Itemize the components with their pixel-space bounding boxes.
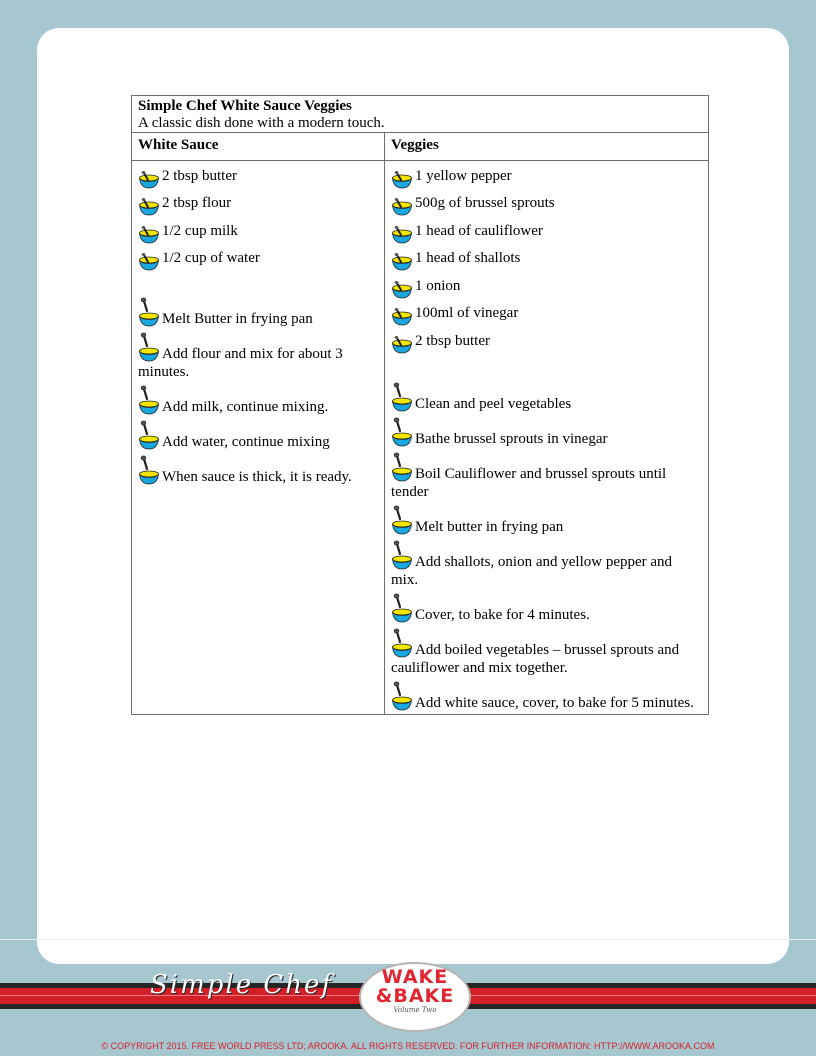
white-sauce-steps [138,297,378,486]
white-sauce-step-text: Melt Butter in frying pan [162,311,313,327]
white-sauce-column [132,161,385,715]
veggies-ingredient-text: 1 onion [415,277,461,294]
mixing-bowl-spoon-icon [391,417,413,447]
white-sauce-step-text: Add milk, continue mixing. [162,399,329,415]
recipe-subtitle: A classic dish done with a modern touch. [138,115,385,131]
veggies-step-text: Add boiled vegetables – brussel sprouts and cauliflower and mix together. [391,641,680,676]
veggies-step-item [391,452,702,501]
brand-logo: Simple Chef [150,970,334,1000]
white-sauce-heading: White Sauce [132,133,385,161]
veggies-ingredient-item [391,161,702,189]
wake-bake-badge [359,962,471,1032]
white-sauce-ingredient-item [138,161,378,189]
veggies-heading: Veggies [385,133,709,161]
mixing-bowl-icon [138,195,160,216]
white-sauce-step-item [138,455,378,486]
mixing-bowl-icon [138,168,160,189]
white-sauce-step-item [138,420,378,451]
veggies-ingredient-text: 1 yellow pepper [415,167,512,184]
veggies-step-text: Boil Cauliflower and brussel sprouts until tender [391,465,667,500]
badge-line2: &BAKE [375,985,455,1007]
mixing-bowl-spoon-icon [391,540,413,570]
veggies-step-text: Bathe brussel sprouts in vinegar [415,430,608,447]
mixing-bowl-spoon-icon [391,628,413,658]
mixing-bowl-icon [391,305,413,326]
veggies-ingredient-item [391,326,702,354]
veggies-ingredient-text: 100ml of vinegar [415,305,519,321]
veggies-step-item [391,382,702,413]
mixing-bowl-spoon-icon [138,455,160,485]
recipe-header [132,96,709,133]
white-sauce-ingredient-text: 1/2 cup of water [162,250,260,266]
white-sauce-ingredient-text: 2 tbsp butter [162,167,237,184]
veggies-step-item [391,593,702,624]
badge-line3: Volume Two [393,1006,437,1014]
mixing-bowl-spoon-icon [391,382,413,412]
veggies-step-item [391,505,702,536]
veggies-step-item [391,628,702,677]
mixing-bowl-icon [391,278,413,299]
white-sauce-step-item [138,332,378,381]
mixing-bowl-icon [138,223,160,244]
mixing-bowl-spoon-icon [391,593,413,623]
badge-line1: WAKE [381,966,449,988]
veggies-ingredient-text: 1 head of shallots [415,250,521,266]
white-sauce-step-text: When sauce is thick, it is ready. [162,469,352,485]
veggies-step-item [391,540,702,589]
mixing-bowl-spoon-icon [138,385,160,415]
veggies-ingredient-item [391,299,702,327]
veggies-step-item [391,417,702,448]
mixing-bowl-spoon-icon [138,297,160,327]
mixing-bowl-icon [391,223,413,244]
veggies-step-item [391,681,702,712]
white-sauce-ingredient-item [138,244,378,272]
white-sauce-ingredient-item [138,189,378,217]
veggies-step-text: Melt butter in frying pan [415,518,564,535]
veggies-column [385,161,709,715]
copyright-notice: © COPYRIGHT 2015. FREE WORLD PRESS LTD; AROOKA. ALL RIGHTS RESERVED. FOR FURTHER INFORMATION: HTTP://WWW.AROOKA.COM [101,1041,715,1051]
mixing-bowl-icon [391,250,413,271]
veggies-ingredient-item [391,216,702,244]
veggies-ingredient-item [391,189,702,217]
veggies-step-text: Cover, to bake for 4 minutes. [415,606,590,623]
mixing-bowl-icon [391,195,413,216]
mixing-bowl-icon [391,333,413,354]
veggies-steps [391,382,702,712]
white-sauce-ingredient-text: 1/2 cup milk [162,222,238,239]
mixing-bowl-spoon-icon [138,332,160,362]
mixing-bowl-spoon-icon [391,452,413,482]
mixing-bowl-icon [391,168,413,189]
white-sauce-ingredient-item [138,216,378,244]
white-sauce-step-item [138,297,378,328]
mixing-bowl-spoon-icon [138,420,160,450]
veggies-step-text: Add shallots, onion and yellow pepper and mix. [391,553,673,588]
veggies-step-text: Add white sauce, cover, to bake for 5 minutes. [415,694,694,711]
veggies-ingredient-text: 2 tbsp butter [415,332,490,349]
white-sauce-ingredient-text: 2 tbsp flour [162,195,232,211]
white-sauce-step-item [138,385,378,416]
recipe-table [131,95,709,715]
veggies-step-text: Clean and peel vegetables [415,395,572,412]
veggies-ingredient-text: 1 head of cauliflower [415,222,543,239]
recipe-title: Simple Chef White Sauce Veggies [138,98,352,114]
white-sauce-ingredients [138,161,378,271]
veggies-ingredient-item [391,244,702,272]
veggies-ingredient-item [391,271,702,299]
veggies-ingredient-text: 500g of brussel sprouts [415,195,555,211]
white-sauce-step-text: Add flour and mix for about 3 minutes. [138,346,343,380]
mixing-bowl-spoon-icon [391,505,413,535]
white-sauce-step-text: Add water, continue mixing [162,434,330,450]
divider-line [0,939,816,940]
mixing-bowl-icon [138,250,160,271]
veggies-ingredients [391,161,702,354]
mixing-bowl-spoon-icon [391,681,413,711]
